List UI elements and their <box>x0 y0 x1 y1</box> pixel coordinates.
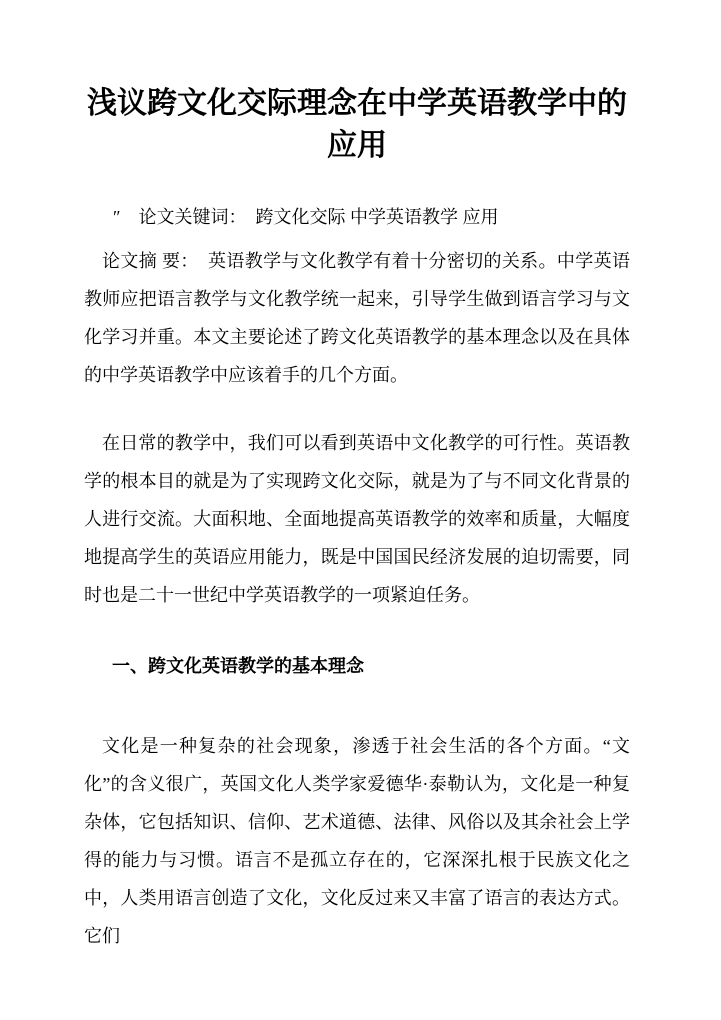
abstract-paragraph: 论文摘 要： 英语教学与文化教学有着十分密切的关系。中学英语教师应把语言教学与文化教学统一起来，引导学生做到语言学习与文化学习并重。本文主要论述了跨文化英语教学的基本理念以及在具体的中学英语教学中应该着手的几个方面。 <box>84 251 630 385</box>
keywords-line: ″ 论文关键词： 跨文化交际 中学英语教学 应用 <box>113 207 499 227</box>
section-heading-1: 一、跨文化英语教学的基本理念 <box>112 656 364 676</box>
document-title: 浅议跨文化交际理念在中学英语教学中的应用 <box>87 87 627 162</box>
body-paragraph-1: 在日常的教学中，我们可以看到英语中文化教学的可行性。英语教学的根本目的就是为了实现跨文化交际，就是为了与不同文化背景的人进行交流。大面积地、全面地提高英语教学的效率和质量，大幅度地提高学生的英语应用能力，既是中国国民经济发展的迫切需要，同时也是二十一世纪中学英语教学的一项紧迫任务。 <box>84 433 630 605</box>
body-paragraph-2: 文化是一种复杂的社会现象，渗透于社会生活的各个方面。“文化”的含义很广，英国文化人类学家爱德华·泰勒认为，文化是一种复杂体，它包括知识、信仰、艺术道德、法律、风俗以及其余社会上学得的能力与习惯。语言不是孤立存在的，它深深扎根于民族文化之中，人类用语言创造了文化，文化反过来又丰富了语言的表达方式。它们 <box>84 736 630 946</box>
